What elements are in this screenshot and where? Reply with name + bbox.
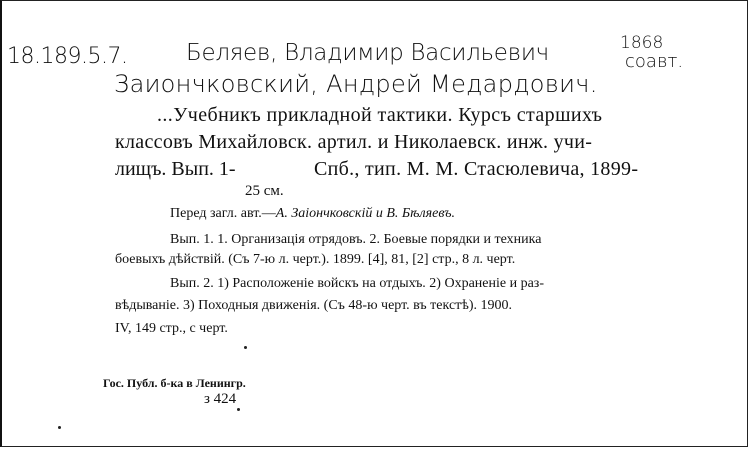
authors-note-prefix: Перед загл. авт.— (170, 206, 276, 221)
volume-1-line-2: боевыхъ дѣйствій. (Съ 7-ю л. черт.). 1899. [4], 81, [2] стр., 8 л. черт. (115, 252, 516, 267)
volume-2-line-2: вѣдываніе. 3) Походныя движенія. (Съ 48-ю черт. въ текстѣ). 1900. (115, 298, 513, 313)
stamp-number: з 424 (204, 391, 237, 407)
title-line-3: лищъ. Вып. 1- (115, 158, 236, 180)
speck (237, 408, 240, 411)
title-line-1: ...Учебникъ прикладной тактики. Курсъ старшихъ (157, 104, 603, 126)
title-line-2: классовъ Михайловск. артил. и Николаевск. инж. учи- (115, 131, 593, 153)
size-note: 25 см. (245, 183, 284, 199)
speck (58, 426, 61, 429)
authors-note-names: А. Заіончковскій и В. Бѣляевъ. (275, 206, 455, 221)
coauthor-year: 1868 (620, 33, 664, 53)
coauthor-role: соавт. (625, 51, 684, 72)
coauthor-name: Беляев, Владимир Васильевич (186, 40, 549, 66)
shelfmark: 18.189.5.7. (7, 44, 128, 69)
library-stamp: Гос. Публ. б-ка в Ленингр. (103, 376, 246, 390)
volume-2-line-1: Вып. 2. 1) Расположеніе войскъ на отдыхъ. 2) Охраненіе и раз- (170, 276, 544, 291)
imprint: Спб., тип. М. М. Стасюлевича, 1899- (314, 158, 639, 180)
volume-1-line-1: Вып. 1. 1. Организація отрядовъ. 2. Боевые порядки и техника (170, 232, 542, 247)
volume-2-line-3: IV, 149 стр., с черт. (115, 321, 228, 336)
author-heading: Заиончковский, Андрей Медардович. (114, 70, 598, 98)
speck (244, 346, 247, 349)
authors-note (170, 206, 455, 222)
